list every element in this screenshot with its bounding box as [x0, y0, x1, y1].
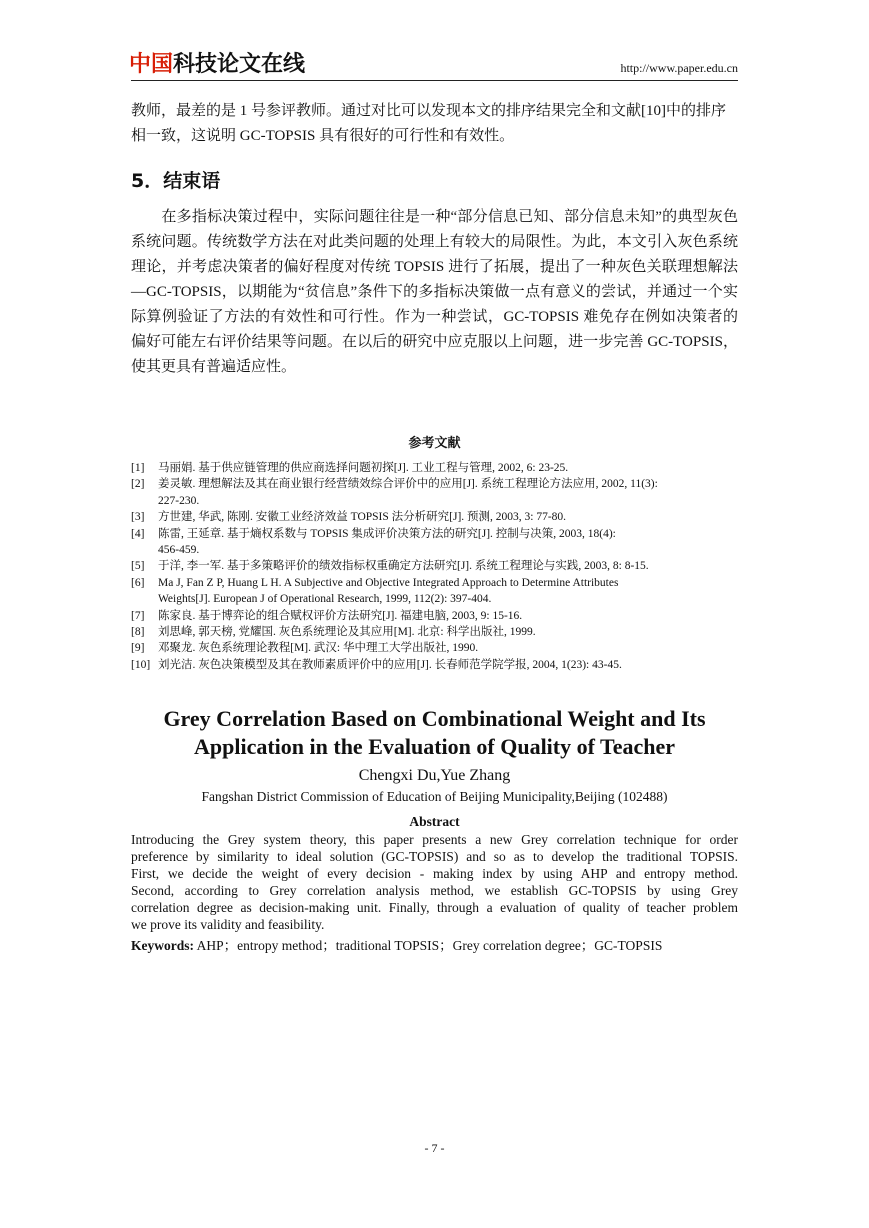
reference-item: [131, 657, 738, 673]
reference-line: 刘光洁. 灰色决策模型及其在教师素质评价中的应用[J]. 长春师范学院学报, 2004, 1(23): 43-45.: [158, 658, 622, 671]
keywords-text: AHP；entropy method；traditional TOPSIS；Grey correlation degree；GC-TOPSIS: [194, 938, 663, 953]
logo-black-text: 科技论文在线: [173, 52, 306, 77]
abstract-line: we prove its validity and feasibility.: [131, 917, 325, 932]
affiliation: Fangshan District Commission of Education of Beijing Municipality,Beijing (102488): [201, 789, 668, 804]
reference-item: [131, 608, 738, 624]
reference-line: 227-230.: [158, 494, 200, 507]
reference-number: [10]: [131, 658, 151, 671]
intro-paragraph: [131, 99, 738, 149]
reference-list: [131, 460, 738, 673]
reference-item: [131, 575, 738, 608]
paragraph-line: —GC-TOPSIS，以期能为“贫信息”条件下的多指标决策做一点有意义的尝试，并通过一个实: [131, 284, 738, 300]
reference-number: [6]: [131, 576, 145, 589]
reference-number: [5]: [131, 560, 145, 573]
reference-line: Ma J, Fan Z P, Huang L H. A Subjective and Objective Integrated Approach to Determine Attributes: [158, 576, 619, 589]
abstract-line: First, we decide the weight of every decision - making index by using AHP and entropy method.: [131, 866, 738, 881]
section-title: 5．结束语: [131, 170, 221, 192]
abstract-heading: Abstract: [409, 814, 460, 829]
reference-item: [131, 460, 738, 476]
reference-number: [2]: [131, 478, 145, 491]
english-title: [0, 705, 869, 761]
reference-item: [131, 558, 738, 574]
authors: Chengxi Du,Yue Zhang: [358, 767, 511, 784]
reference-line: 姜灵敏. 理想解法及其在商业银行经营绩效综合评价中的应用[J]. 系统工程理论方法应用, 2002, 11(3):: [158, 478, 658, 491]
references-title: 参考文献: [408, 436, 461, 451]
paragraph-line: 使其更具有普遍适应性。: [131, 359, 297, 375]
paragraph-line: 理论，并考虑决策者的偏好程度对传统 TOPSIS 进行了拓展，提出了一种灰色关联理想解法: [131, 259, 738, 275]
abstract-line: preference by similarity to ideal solution (GC-TOPSIS) and so as to develop the traditional TOPSIS.: [131, 849, 738, 864]
reference-number: [1]: [131, 462, 145, 474]
reference-item: [131, 509, 738, 525]
keywords: [131, 934, 662, 954]
reference-line: 邓聚龙. 灰色系统理论教程[M]. 武汉: 华中理工大学出版社, 1990.: [158, 642, 479, 655]
reference-number: [9]: [131, 642, 145, 655]
reference-number: [8]: [131, 626, 145, 639]
page-number: - 7 -: [424, 1141, 445, 1155]
abstract-line: Second, according to Grey correlation analysis method, we establish GC-TOPSIS by using Grey: [131, 883, 738, 898]
paragraph-line: 相一致，这说明 GC-TOPSIS 具有很好的可行性和有效性。: [131, 128, 515, 144]
logo-red-text: 中国: [129, 52, 174, 77]
reference-line: 马丽娟. 基于供应链管理的供应商选择问题初探[J]. 工业工程与管理, 2002, 6: 23-25.: [158, 462, 569, 474]
paragraph-line: 偏好可能左右评价结果等问题。在以后的研究中应克服以上问题，进一步完善 GC-TOPSIS，: [131, 334, 738, 350]
reference-number: [7]: [131, 609, 145, 622]
paragraph-line: 际算例验证了方法的有效性和可行性。作为一种尝试，GC-TOPSIS 难免存在例如决策者的: [131, 309, 738, 325]
conclusion-paragraph: [131, 205, 738, 380]
english-title-line: Application in the Evaluation of Quality of Teacher: [194, 734, 675, 759]
reference-line: Weights[J]. European J of Operational Research, 1999, 112(2): 397-404.: [158, 593, 492, 606]
abstract-line: correlation degree as decision-making unit. Finally, through a evaluation of quality of teacher problem: [131, 900, 738, 915]
reference-line: 456-459.: [158, 544, 200, 557]
site-logo: [129, 50, 305, 80]
reference-number: [3]: [131, 511, 145, 524]
reference-line: 于洋, 李一军. 基于多策略评价的绩效指标权重确定方法研究[J]. 系统工程理论与实践, 2003, 8: 8-15.: [158, 560, 649, 573]
reference-line: 方世建, 华武, 陈刚. 安徽工业经济效益 TOPSIS 法分析研究[J]. 预测, 2003, 3: 77-80.: [158, 511, 567, 524]
keywords-label: Keywords:: [131, 938, 194, 953]
header-url[interactable]: http://www.paper.edu.cn: [620, 61, 738, 75]
page-header: [131, 50, 738, 81]
reference-line: 陈家良. 基于博弈论的组合赋权评价方法研究[J]. 福建电脑, 2003, 9: 15-16.: [158, 609, 523, 622]
paragraph-line: 系统问题。传统数学方法在对此类问题的处理上有较大的局限性。为此，本文引入灰色系统: [131, 234, 738, 250]
reference-item: [131, 526, 738, 559]
reference-number: [4]: [131, 527, 145, 540]
abstract-line: Introducing the Grey system theory, this paper presents a new Grey correlation technique for order: [131, 832, 738, 847]
reference-item: [131, 624, 738, 640]
reference-item: [131, 640, 738, 656]
reference-item: [131, 476, 738, 509]
reference-line: 陈雷, 王延章. 基于熵权系数与 TOPSIS 集成评价决策方法的研究[J]. 控制与决策, 2003, 18(4):: [158, 527, 616, 540]
paragraph-line: 在多指标决策过程中，实际问题往往是一种“部分信息已知、部分信息未知”的典型灰色: [131, 209, 738, 225]
abstract-text: [131, 831, 738, 933]
paragraph-line: 教师，最差的是 1 号参评教师。通过对比可以发现本文的排序结果完全和文献[10]中的排序: [131, 103, 726, 119]
reference-line: 刘思峰, 郭天榜, 党耀国. 灰色系统理论及其应用[M]. 北京: 科学出版社, 1999.: [158, 626, 536, 639]
english-title-line: Grey Correlation Based on Combinational Weight and Its: [163, 706, 706, 731]
